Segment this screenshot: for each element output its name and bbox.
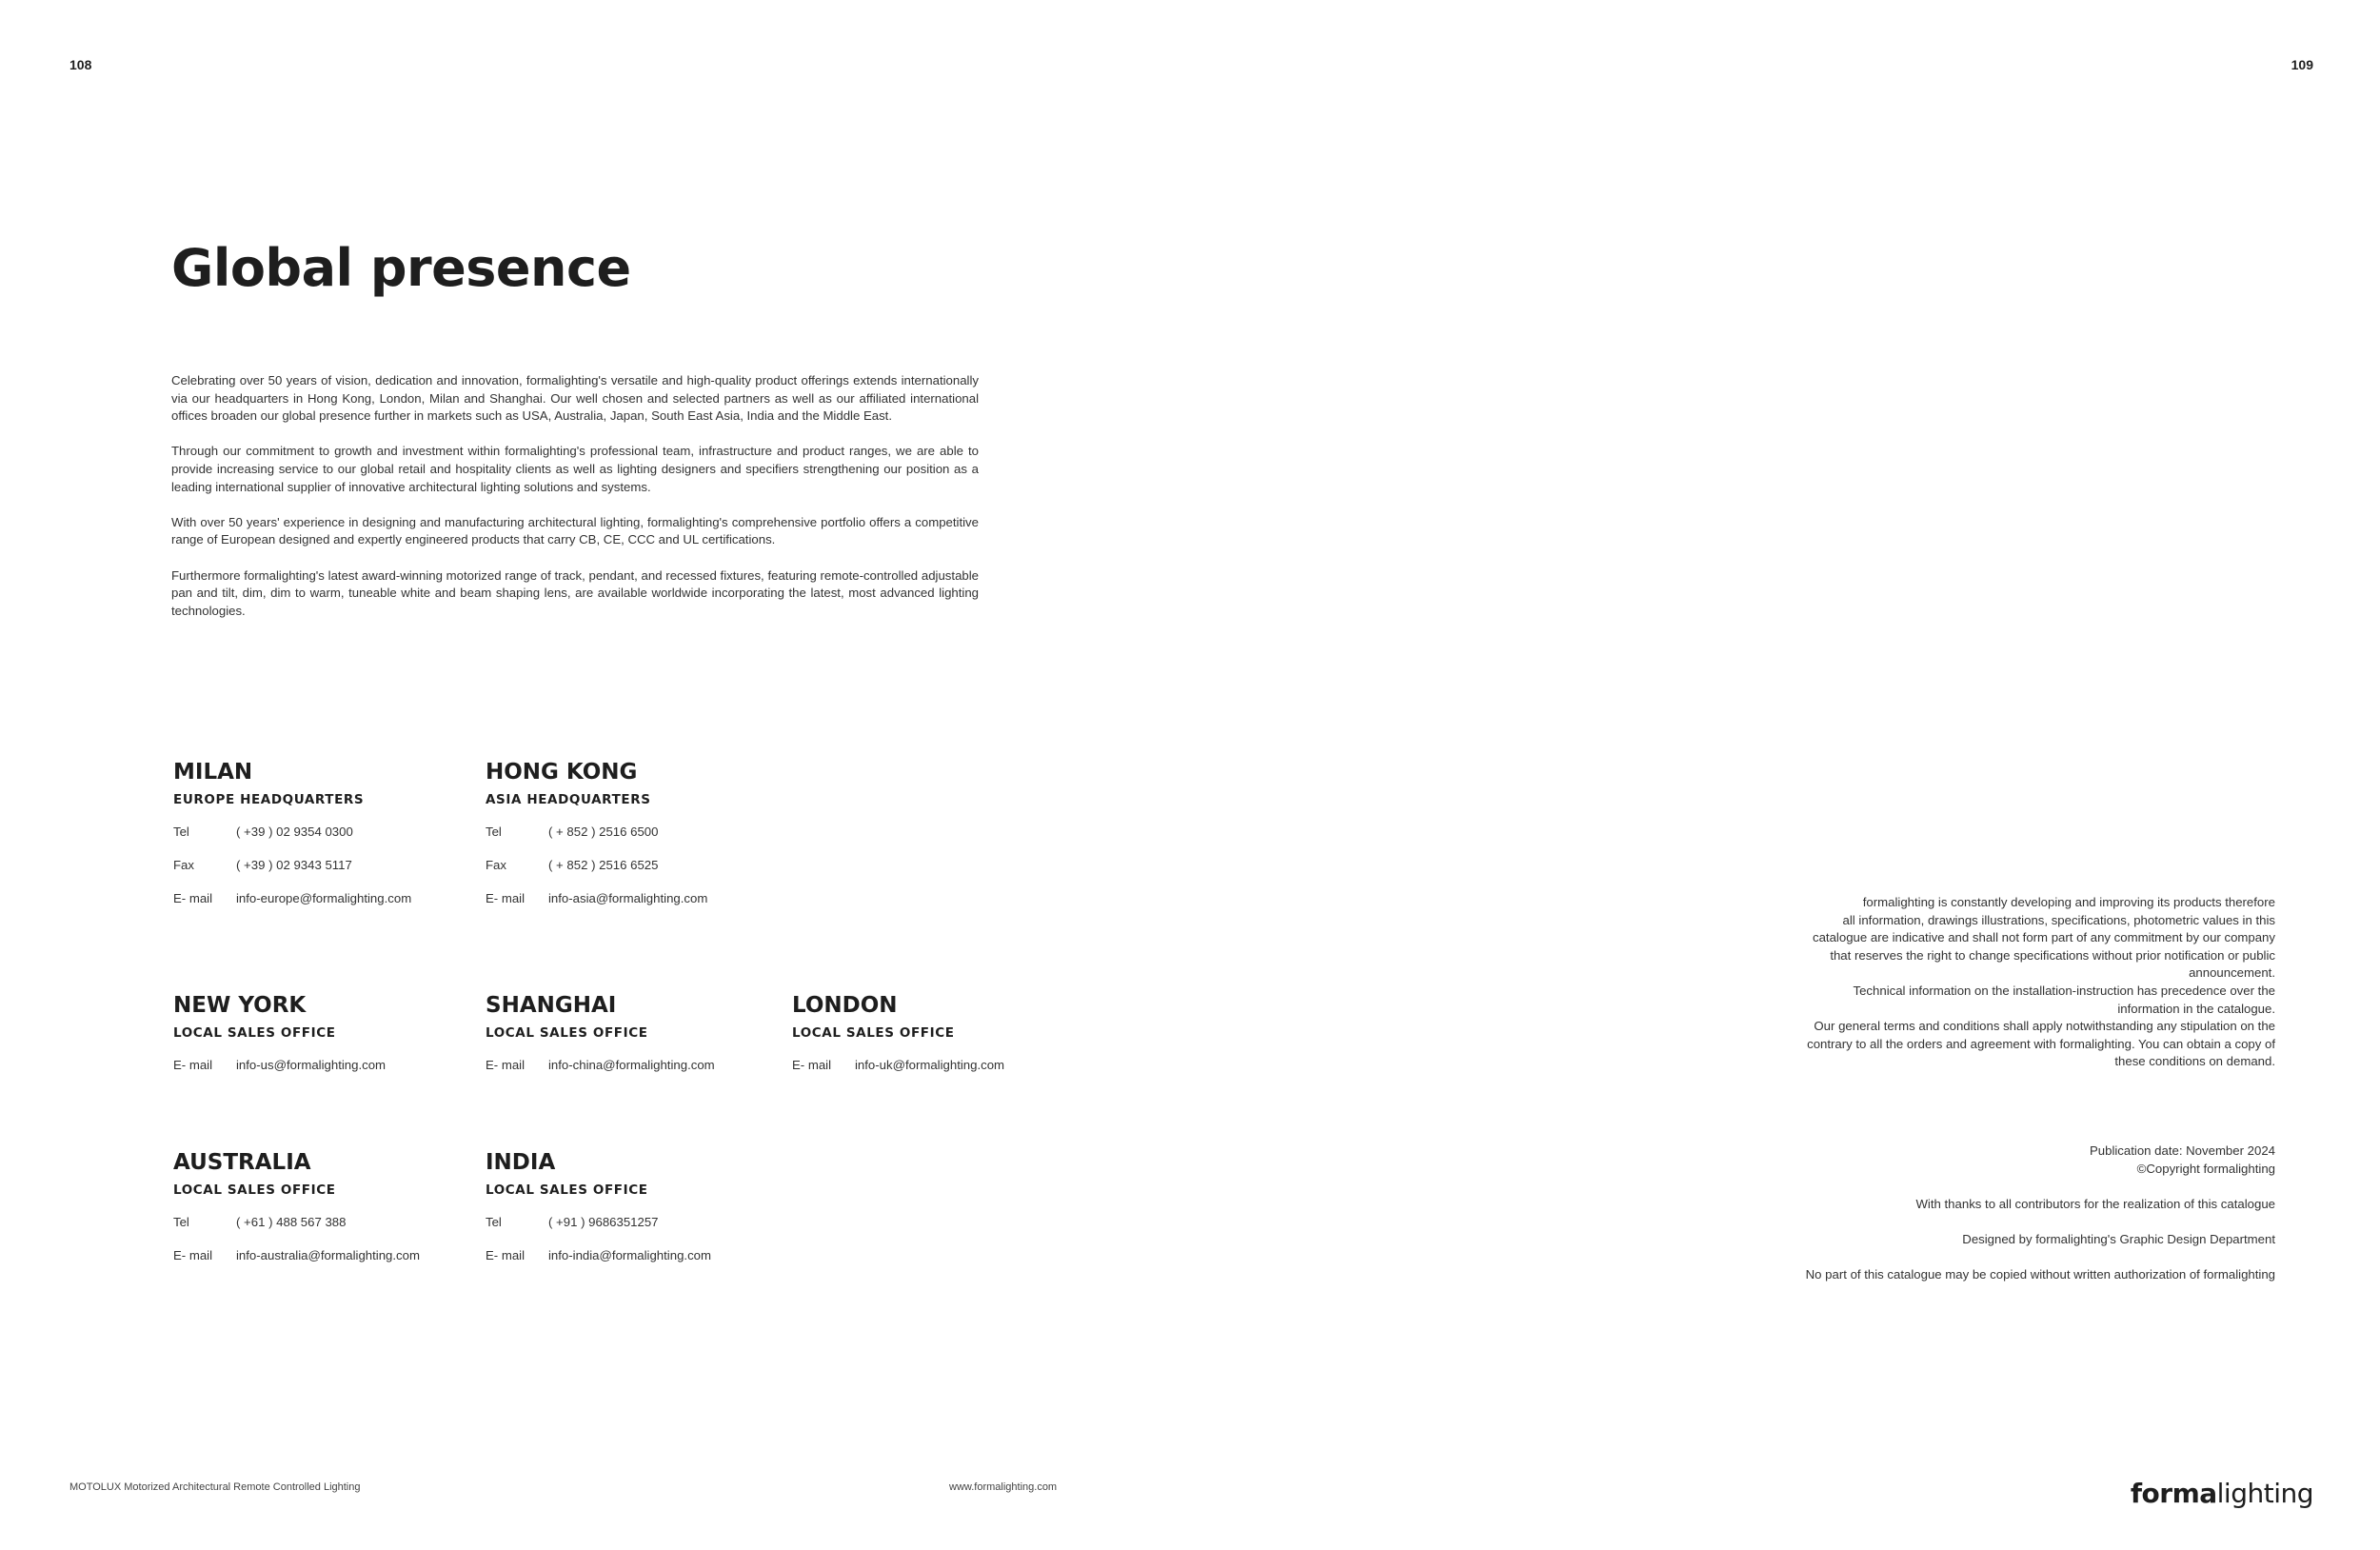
email-address[interactable]: info-china@formalighting.com [548, 1058, 715, 1072]
office-row-email [486, 1248, 790, 1282]
copyright: ©Copyright formalighting [2136, 1161, 2275, 1176]
office-row-fax [173, 858, 478, 891]
page-title: Global presence [171, 238, 631, 298]
credits [1609, 1143, 2275, 1284]
row-label: E- mail [173, 891, 213, 905]
intro-paragraph-4: Furthermore formalighting's latest award-winning motorized range of track, pendant, and recessed fixtures, featuring remote-controlled adjustable pan and tilt, dim, dim to warm, tuneable white and beam shaping lens, are available worldwide incorporating the latest, most advanced lighting technologies. [171, 567, 979, 618]
office-city: NEW YORK [173, 993, 307, 1018]
intro-paragraph-1: Celebrating over 50 years of vision, dedication and innovation, formalighting's versatile and high-quality product offerings extends internationally via our headquarters in Hong Kong, London, Milan and Shanghai. Our well chosen and selected partners as well as our affiliated international offices broaden our global presence further in markets such as USA, Australia, Japan, South East Asia, India and the Middle East. [171, 373, 979, 424]
row-label: E- mail [792, 1058, 832, 1072]
disclaimer-line: contrary to all the orders and agreement with formalighting. You can obtain a copy of [1807, 1036, 2275, 1051]
office-city: LONDON [792, 993, 898, 1018]
fax-number: ( +39 ) 02 9343 5117 [236, 858, 352, 872]
office-row-fax [486, 858, 790, 891]
thanks-note: With thanks to all contributors for the realization of this catalogue [1915, 1196, 2275, 1211]
office-row-tel [173, 825, 478, 858]
row-label: Fax [173, 858, 194, 872]
disclaimer-line: that reserves the right to change specifications without prior notification or public [1830, 947, 2275, 963]
office-row-email [792, 1058, 1097, 1091]
row-label: E- mail [173, 1058, 213, 1072]
office-row-email [486, 1058, 790, 1091]
office-role: LOCAL SALES OFFICE [486, 1025, 648, 1041]
office-hongkong [486, 760, 790, 924]
disclaimer-line: information in the catalogue. [2117, 1001, 2275, 1016]
row-label: Tel [173, 1215, 189, 1229]
office-australia [173, 1150, 478, 1282]
page-number-left: 108 [69, 57, 92, 72]
rights-notice: No part of this catalogue may be copied without written authorization of formalighting [1805, 1267, 2275, 1282]
office-role: EUROPE HEADQUARTERS [173, 792, 365, 807]
office-row-tel [173, 1215, 478, 1248]
footer-website-link[interactable]: www.formalighting.com [949, 1481, 1058, 1493]
office-role: LOCAL SALES OFFICE [486, 1182, 648, 1198]
row-label: E- mail [486, 1058, 526, 1072]
disclaimer-line: all information, drawings illustrations, specifications, photometric values in this [1842, 912, 2275, 927]
fax-number: ( + 852 ) 2516 6525 [548, 858, 659, 872]
email-address[interactable]: info-us@formalighting.com [236, 1058, 387, 1072]
phone-number: ( +61 ) 488 567 388 [236, 1215, 347, 1229]
office-newyork [173, 993, 478, 1091]
disclaimer-line: announcement. [2189, 965, 2275, 981]
office-row-email [173, 891, 478, 924]
office-milan [173, 760, 478, 924]
intro-paragraph-2: Through our commitment to growth and investment within formalighting's professional team, infrastructure and product ranges, we are able to provide increasing service to our global retail and hospitality clients as well as lighting designers and specifiers strengthening our position as a leading international supplier of innovative architectural lighting solutions and systems. [171, 444, 979, 494]
row-label: Fax [486, 858, 506, 872]
email-address[interactable]: info-india@formalighting.com [548, 1248, 711, 1262]
office-row-email [173, 1058, 478, 1091]
phone-number: ( +39 ) 02 9354 0300 [236, 825, 353, 839]
office-role: LOCAL SALES OFFICE [792, 1025, 955, 1041]
office-city: INDIA [486, 1150, 556, 1175]
office-row-email [486, 891, 790, 924]
office-role: LOCAL SALES OFFICE [173, 1182, 336, 1198]
disclaimer [1742, 894, 2275, 1071]
disclaimer-line: Technical information on the installation-instruction has precedence over the [1853, 983, 2275, 998]
disclaimer-line: Our general terms and conditions shall apply notwithstanding any stipulation on the [1814, 1019, 2275, 1034]
office-role: ASIA HEADQUARTERS [486, 792, 651, 807]
phone-number: ( + 852 ) 2516 6500 [548, 825, 659, 839]
row-label: E- mail [486, 1248, 526, 1262]
row-label: Tel [173, 825, 189, 839]
email-address[interactable]: info-australia@formalighting.com [236, 1248, 420, 1262]
logo-light: lighting [2216, 1478, 2313, 1509]
publication-date: Publication date: November 2024 [2089, 1143, 2275, 1158]
footer-product-line: MOTOLUX Motorized Architectural Remote Controlled Lighting [69, 1481, 361, 1493]
office-role: LOCAL SALES OFFICE [173, 1025, 336, 1041]
row-label: E- mail [173, 1248, 213, 1262]
office-row-tel [486, 1215, 790, 1248]
office-row-tel [486, 825, 790, 858]
designed-by: Designed by formalighting's Graphic Design Department [1962, 1231, 2275, 1246]
page-number-right: 109 [2291, 57, 2313, 72]
office-london [792, 993, 1097, 1091]
disclaimer-line: these conditions on demand. [2114, 1054, 2275, 1069]
office-row-email [173, 1248, 478, 1282]
office-city: SHANGHAI [486, 993, 617, 1018]
email-address[interactable]: info-europe@formalighting.com [236, 891, 412, 905]
email-address[interactable]: info-uk@formalighting.com [855, 1058, 1005, 1072]
disclaimer-line: formalighting is constantly developing and improving its products therefore [1862, 895, 2275, 909]
disclaimer-line: catalogue are indicative and shall not form part of any commitment by our company [1813, 930, 2275, 945]
office-city: MILAN [173, 760, 253, 785]
office-india [486, 1150, 790, 1282]
row-label: E- mail [486, 891, 526, 905]
brand-logo [2131, 1478, 2313, 1509]
office-shanghai [486, 993, 790, 1091]
logo-bold: forma [2130, 1478, 2217, 1509]
office-city: AUSTRALIA [173, 1150, 311, 1175]
row-label: Tel [486, 825, 502, 839]
row-label: Tel [486, 1215, 502, 1229]
office-city: HONG KONG [486, 760, 638, 785]
email-address[interactable]: info-asia@formalighting.com [548, 891, 708, 905]
phone-number: ( +91 ) 9686351257 [548, 1215, 659, 1229]
intro-text [171, 372, 979, 638]
intro-paragraph-3: With over 50 years' experience in designing and manufacturing architectural lighting, formalighting's comprehensive portfolio offers a competitive range of European designed and expertly engineered products that carry CB, CE, CCC and UL certifications. [171, 514, 979, 547]
